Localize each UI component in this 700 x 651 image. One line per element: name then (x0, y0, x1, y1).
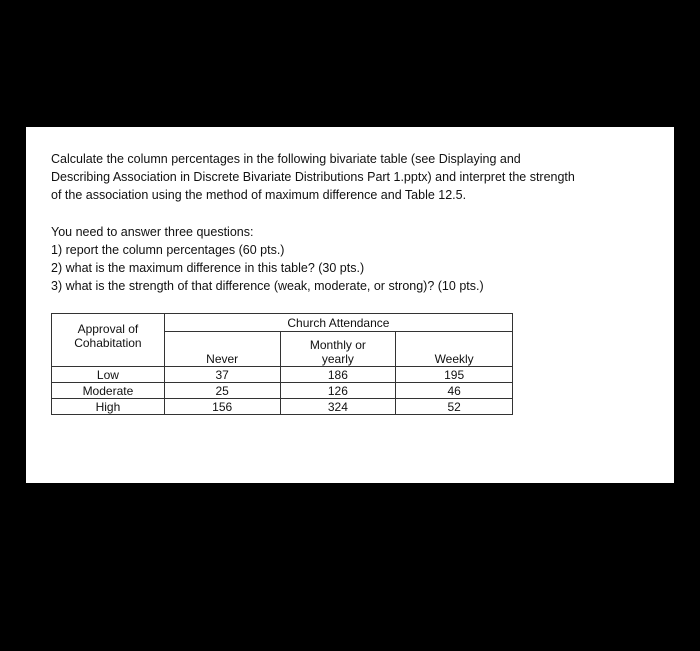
column-header-yearly-line: yearly (321, 352, 354, 366)
table-row (52, 399, 513, 415)
instructions-line-3: of the association using the method of maximum difference and Table 12.5. (51, 188, 467, 202)
column-header-monthly-yearly (280, 332, 396, 367)
question-1: 1) report the column percentages (60 pts.) (51, 243, 285, 257)
cell-high-monthly: 324 (280, 399, 396, 415)
instructions-line-2: Describing Association in Discrete Bivariate Distributions Part 1.pptx) and interpret the strength (51, 170, 575, 184)
cell-low-weekly: 195 (396, 367, 513, 383)
document-panel (26, 127, 674, 483)
questions-intro: You need to answer three questions: (51, 225, 254, 239)
table-row (52, 367, 513, 383)
cell-low-monthly: 186 (280, 367, 396, 383)
column-header-weekly: Weekly (396, 332, 513, 367)
cell-high-weekly: 52 (396, 399, 513, 415)
bivariate-table (51, 313, 513, 415)
column-header-never: Never (164, 332, 280, 367)
column-group-header: Church Attendance (164, 314, 512, 332)
question-3: 3) what is the strength of that difference (weak, moderate, or strong)? (10 pts.) (51, 279, 484, 293)
cell-moderate-never: 25 (164, 383, 280, 399)
table-row (52, 383, 513, 399)
instructions-line-1: Calculate the column percentages in the following bivariate table (see Displaying and (51, 152, 521, 166)
row-header-line-1: Approval of (77, 322, 139, 336)
row-header-line-2: Cohabitation (74, 336, 142, 350)
instructions-paragraph (51, 150, 651, 204)
cell-moderate-weekly: 46 (396, 383, 513, 399)
column-header-monthly-line: Monthly or (309, 338, 366, 352)
cell-moderate-monthly: 126 (280, 383, 396, 399)
row-label-moderate: Moderate (52, 383, 165, 399)
question-2: 2) what is the maximum difference in this table? (30 pts.) (51, 261, 365, 275)
questions-paragraph (51, 223, 651, 295)
row-variable-header (52, 314, 165, 367)
cell-high-never: 156 (164, 399, 280, 415)
cell-low-never: 37 (164, 367, 280, 383)
row-label-high: High (52, 399, 165, 415)
row-label-low: Low (52, 367, 165, 383)
